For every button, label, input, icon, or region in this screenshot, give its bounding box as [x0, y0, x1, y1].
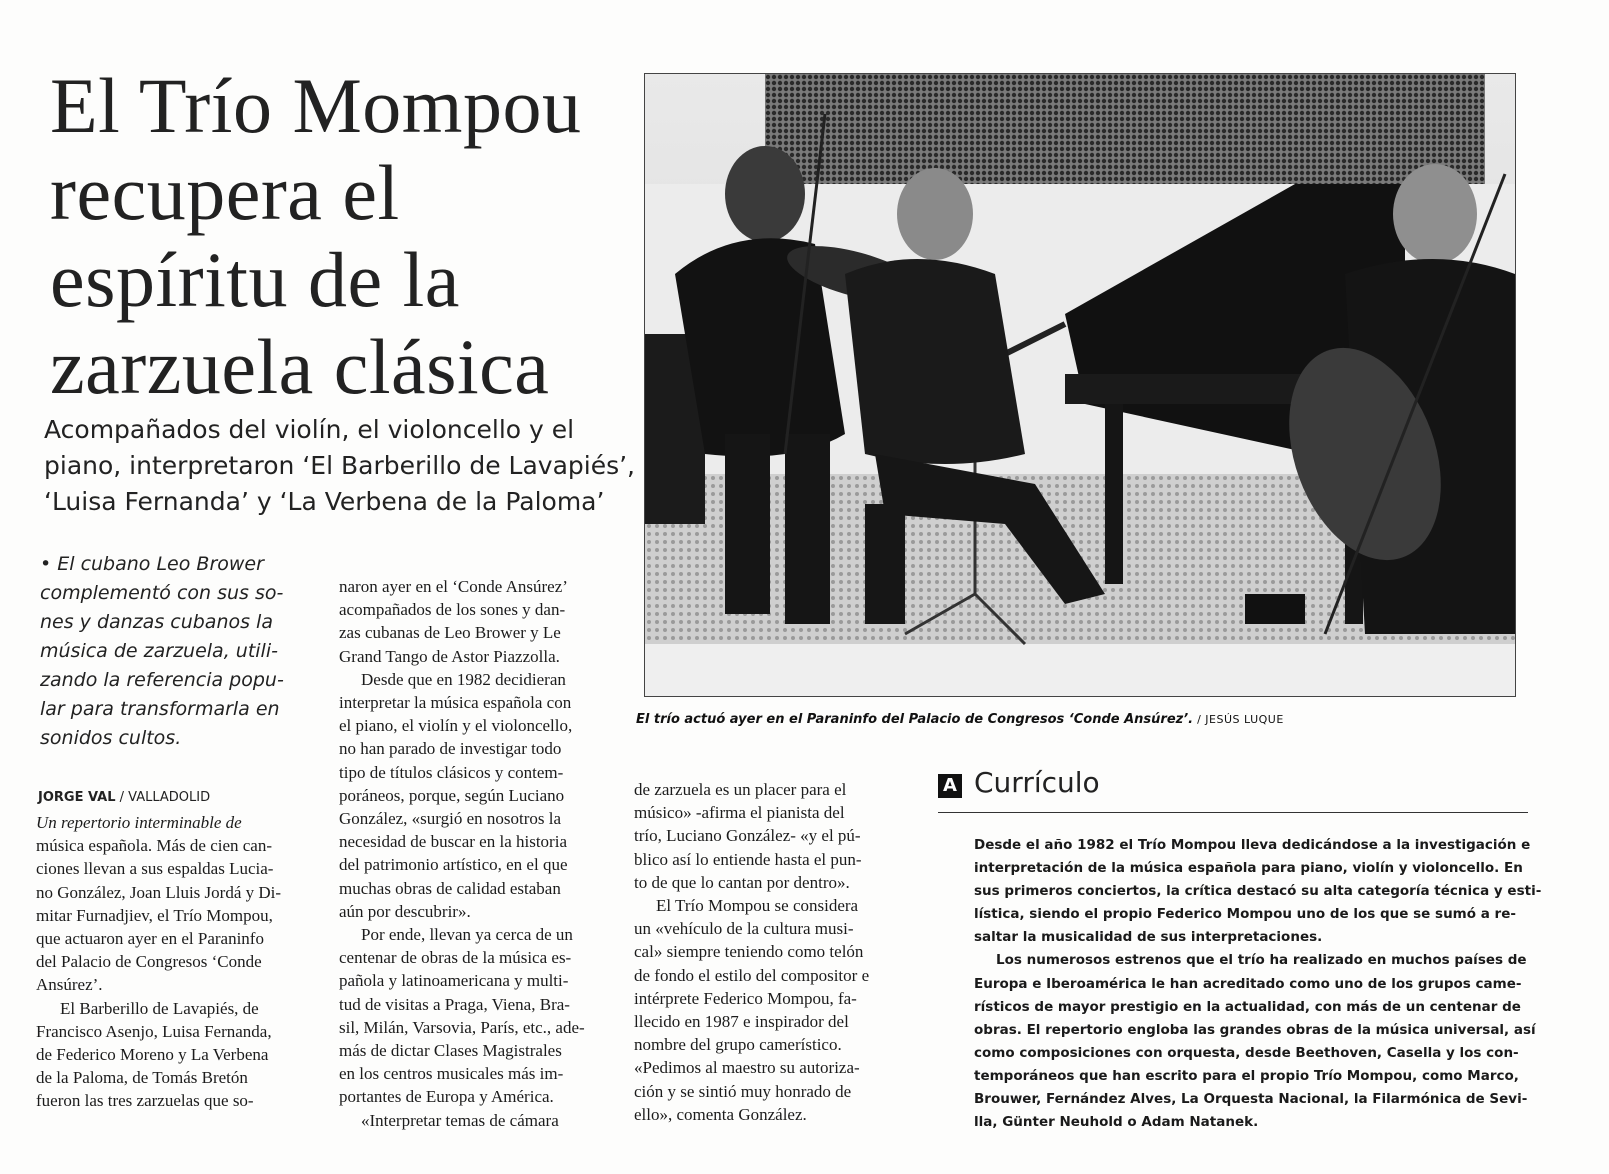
body-line: aún por descubrir». — [339, 901, 471, 921]
lede-line: complementó con sus so- — [40, 582, 284, 604]
body-line: Desde que en 1982 decidieran — [361, 669, 566, 689]
body-line: muchas obras de calidad estaban — [339, 878, 561, 898]
lede-line: zando la referencia popu- — [40, 669, 284, 691]
byline-location: / VALLADOLID — [115, 790, 211, 805]
sidebar-line: saltar la musicalidad de sus interpretaciones. — [974, 929, 1323, 946]
body-line: intérprete Federico Mompou, fa- — [634, 988, 857, 1008]
body-line: necesidad de buscar en la historia — [339, 832, 567, 852]
body-line: de Federico Moreno y La Verbena — [36, 1045, 269, 1065]
sidebar-line: rísticos de mayor prestigio en la actualidad, con más de un centenar de — [974, 998, 1521, 1015]
sidebar-line: lla, Günter Neuhold o Adam Natanek. — [974, 1114, 1259, 1131]
caption-text: El trío actuó ayer en el Paraninfo del Palacio de Congresos ‘Conde Ansúrez’. — [636, 712, 1194, 727]
body-line: ciones llevan a sus espaldas Lucia- — [36, 859, 274, 879]
body-line: ción y se sintió muy honrado de — [634, 1081, 852, 1101]
body-line: de la Paloma, de Tomás Bretón — [36, 1068, 248, 1088]
headline-line: espíritu de la — [50, 236, 460, 323]
body-line: El Barberillo de Lavapiés, de — [60, 998, 259, 1018]
byline-author: JORGE VAL — [38, 790, 116, 805]
headline-line: zarzuela clásica — [50, 323, 550, 410]
body-line: más de dictar Clases Magistrales — [339, 1041, 562, 1061]
body-line: sil, Milán, Varsovia, París, etc., ade- — [339, 1017, 585, 1037]
body-line: Grand Tango de Astor Piazzolla. — [339, 646, 560, 666]
body-line: trío, Luciano González- «y el pú- — [634, 826, 861, 846]
body-line: González, «surgió en nosotros la — [339, 809, 562, 829]
body-line: naron ayer en el ‘Conde Ansúrez’ — [339, 577, 568, 596]
body-line: el piano, el violín y el violoncello, — [339, 716, 573, 736]
body-line: en los centros musicales más im- — [339, 1064, 564, 1084]
sidebar-line: Desde el año 1982 el Trío Mompou lleva dedicándose a la investigación e — [974, 837, 1531, 853]
sidebar-line: temporáneos que han escrito para el propio Trío Mompou, como Marco, — [974, 1067, 1519, 1084]
body-line: Ansúrez’. — [36, 975, 103, 995]
body-line: «Pedimos al maestro su autoriza- — [634, 1058, 860, 1078]
sidebar-line: interpretación de la música española para piano, violín y violoncello. En — [974, 860, 1523, 877]
article-column-3 — [634, 778, 914, 1126]
body-line: música española. Más de cien can- — [36, 836, 273, 856]
headline-line: recupera el — [50, 149, 400, 236]
body-line: acompañados de los sones y dan- — [339, 600, 566, 620]
body-line: llecido en 1987 e inspirador del — [634, 1012, 849, 1032]
body-line: fueron las tres zarzuelas que so- — [36, 1091, 254, 1111]
photo-credit: / JESÚS LUQUE — [1193, 713, 1284, 726]
subhead-line: Acompañados del violín, el violoncello y el — [44, 415, 575, 444]
sidebar-line: Brouwer, Fernández Alves, La Orquesta Nacional, la Filarmónica de Sevi- — [974, 1091, 1528, 1108]
body-line: un «vehículo de la cultura musi- — [634, 919, 854, 939]
body-line: no González, Joan Lluis Jordá y Di- — [36, 882, 282, 902]
body-line: tud de visitas a Praga, Viena, Bra- — [339, 994, 570, 1014]
subhead-line: piano, interpretaron ‘El Barberillo de Lavapiés’, — [44, 451, 636, 480]
lede-summary — [40, 550, 290, 753]
sidebar-title: Currículo — [974, 766, 1100, 799]
body-line: Por ende, llevan ya cerca de un — [361, 925, 573, 945]
concert-photo — [644, 73, 1516, 697]
body-line: que actuaron ayer en el Paraninfo — [36, 929, 264, 949]
body-line: Francisco Asenjo, Luisa Fernanda, — [36, 1021, 272, 1041]
body-line: zas cubanas de Leo Brower y Le — [339, 623, 561, 643]
byline — [38, 790, 210, 805]
body-line: blico así lo entiende hasta el pun- — [634, 849, 862, 869]
body-line: Un repertorio interminable de — [36, 813, 242, 832]
body-line: del Palacio de Congresos ‘Conde — [36, 952, 262, 972]
body-line: centenar de obras de la música es- — [339, 948, 572, 968]
sidebar-header — [938, 766, 1528, 813]
body-line: pañola y latinoamericana y multi- — [339, 971, 569, 991]
sidebar-line: sus primeros conciertos, la crítica destacó su alta categoría técnica y esti- — [974, 883, 1542, 900]
subheadline — [44, 412, 644, 520]
sidebar-body — [974, 834, 1542, 1134]
sidebar-line: Europa e Iberoamérica le han acreditado como uno de los grupos came- — [974, 975, 1522, 992]
body-line: El Trío Mompou se considera — [656, 896, 859, 916]
body-line: tipo de títulos clásicos y contem- — [339, 762, 564, 782]
body-line: cal» siempre teniendo como telón — [634, 942, 864, 962]
lede-line: sonidos cultos. — [40, 727, 182, 749]
section-logo-icon: A — [938, 774, 962, 798]
body-line: músico» -afirma el pianista del — [634, 803, 845, 823]
photo-caption — [636, 712, 1284, 727]
lede-line: nes y danzas cubanos la — [40, 611, 273, 633]
body-line: interpretar la música española con — [339, 693, 572, 713]
body-line: de fondo el estilo del compositor e — [634, 965, 870, 985]
body-line: mitar Furnadjiev, el Trío Mompou, — [36, 905, 273, 925]
body-line: «Interpretar temas de cámara — [361, 1110, 559, 1130]
body-line: to de que lo cantan por dentro». — [634, 872, 850, 892]
body-line: portantes de Europa y América. — [339, 1087, 554, 1107]
body-line: del patrimonio artístico, en el que — [339, 855, 568, 875]
headline-line: El Trío Mompou — [50, 62, 582, 149]
sidebar-line: como composiciones con orquesta, desde Beethoven, Casella y los con- — [974, 1044, 1519, 1061]
body-line: nombre del grupo camerístico. — [634, 1035, 842, 1055]
body-line: poráneos, porque, según Luciano — [339, 785, 565, 805]
lede-line: • El cubano Leo Brower — [40, 553, 264, 575]
article-column-1 — [36, 811, 314, 1113]
lede-line: música de zarzuela, utili- — [40, 640, 278, 662]
sidebar-line: Los numerosos estrenos que el trío ha realizado en muchos países de — [996, 952, 1527, 969]
sidebar-line: obras. El repertorio engloba las grandes obras de la música universal, así — [974, 1021, 1536, 1038]
headline — [50, 62, 650, 410]
sidebar-line: lística, siendo el propio Federico Mompou uno de los que se sumó a re- — [974, 906, 1516, 923]
lede-line: lar para transformarla en — [40, 698, 280, 720]
trio-photo-illustration — [645, 74, 1515, 696]
body-line: ello», comenta González. — [634, 1104, 807, 1124]
subhead-line: ‘Luisa Fernanda’ y ‘La Verbena de la Paloma’ — [44, 487, 605, 516]
body-line: de zarzuela es un placer para el — [634, 780, 847, 799]
body-line: no han parado de investigar todo — [339, 739, 562, 759]
article-column-2 — [339, 575, 619, 1132]
